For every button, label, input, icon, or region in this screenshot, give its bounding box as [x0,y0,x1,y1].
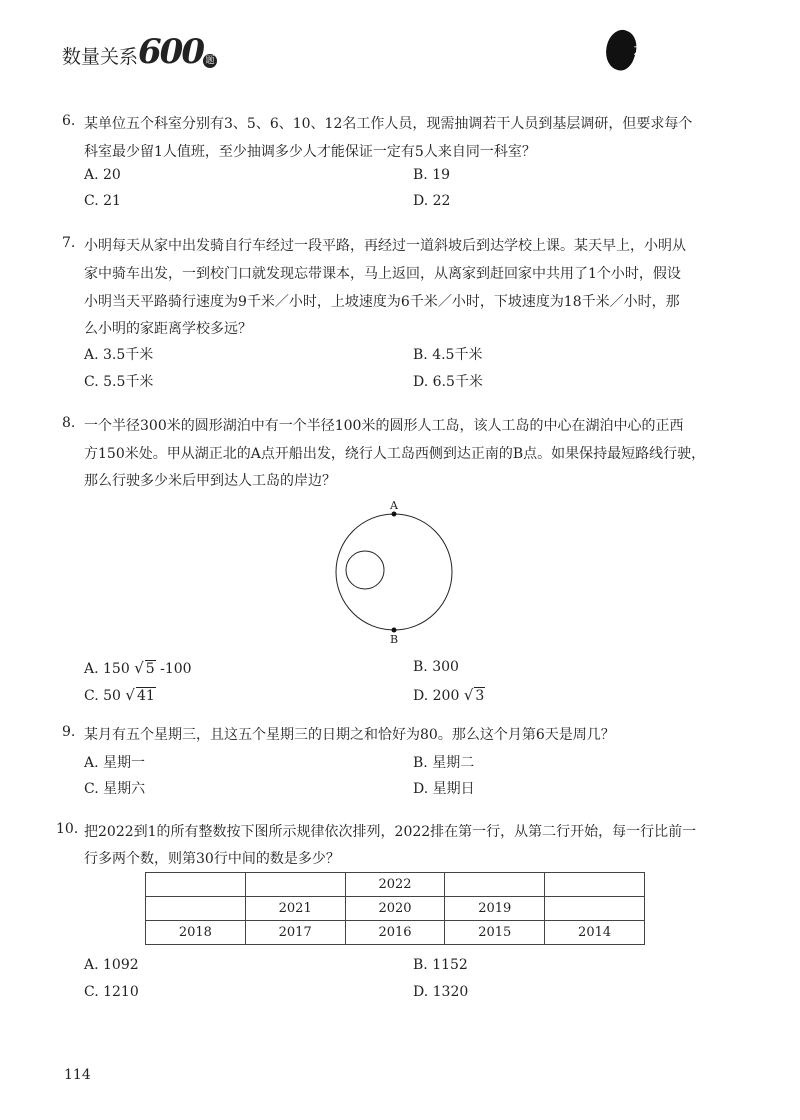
sqrt-icon: √ [463,686,474,704]
q10-option-b: B. 1152 [413,957,468,973]
q7-line: 家中骑车出发，一到校门口就发现忘带课本，马上返回，从离家到赶回家中共用了1个小时，假设 [84,266,681,282]
q7-option-d: D. 6.5千米 [413,374,483,390]
table-cell: 2016 [345,921,445,945]
q8-line: 那么行驶多少米后甲到达人工岛的岸边？ [84,473,336,489]
table-cell: 2020 [345,897,445,921]
q7-option-b: B. 4.5千米 [413,347,483,363]
table-cell [146,873,246,897]
q8-line: 一个半径300米的圆形湖泊中有一个半径100米的圆形人工岛，该人工岛的中心在湖泊中心的正西 [84,418,684,434]
label-a: A [390,499,398,512]
table-cell [445,873,545,897]
table-cell: 2015 [445,921,545,945]
q10-line: 行多两个数，则第30行中间的数是多少？ [84,851,340,867]
table-row [146,921,645,945]
q8-number: 8. [62,415,76,431]
q6-line: 某单位五个科室分别有3、5、6、10、12名工作人员，现需抽调若干人员到基层调研，但要求每个 [84,116,693,132]
q7-number: 7. [62,235,76,251]
table-row [146,897,645,921]
q7-line: 小明每天从家中出发骑自行车经过一段平路，再经过一道斜坡后到达学校上课。某天早上，小明从 [84,238,686,254]
radicand: 5 [145,661,155,677]
table-cell: 2019 [445,897,545,921]
option-text: B. 300 [413,659,459,675]
book-title-text: 数量关系 [62,46,139,68]
table-cell [245,873,345,897]
table-cell [146,897,246,921]
table-row [146,873,645,897]
q8-line: 方150米处。甲从湖正北的A点开船出发，绕行人工岛西侧到达正南的B点。如果保持最短路线行驶， [84,446,706,462]
lake-island-diagram [320,490,470,650]
book-suffix: 题 [203,54,217,68]
q9-option-c: C. 星期六 [84,781,146,797]
q6-number: 6. [62,113,76,129]
q6-option-c: C. 21 [84,193,121,209]
table-cell: 2018 [146,921,246,945]
table-cell [545,897,645,921]
q7-line: 么小明的家距离学校多远？ [84,321,252,337]
sqrt-icon: √ [125,686,135,704]
q10-option-a: A. 1092 [84,957,139,973]
island-circle [346,551,384,589]
q7-line: 小明当天平路骑行速度为9千米／小时，上坡速度为6千米／小时，下坡速度为18千米／小时，那 [84,294,680,310]
label-b: B [389,633,399,646]
brand-name: 花生十三 [634,45,706,61]
point-a [392,512,397,517]
point-b [392,628,397,633]
q9-line: 某月有五个星期三，且这五个星期三的日期之和恰好为80。那么这个月第6天是周几？ [84,727,615,743]
q8-option-b [413,659,459,675]
number-arrangement-table [145,872,645,945]
q10-option-c: C. 1210 [84,984,139,1000]
q7-option-c: C. 5.5千米 [84,374,154,390]
q8-option-d [413,686,485,704]
option-text: C. 50 [84,688,121,704]
q8-option-a [84,659,192,677]
option-text: A. 150 [84,661,130,677]
table-cell: 2021 [245,897,345,921]
q6-option-a: A. 20 [84,167,121,183]
q8-option-c [84,686,156,704]
book-number: 600 [138,32,203,72]
q6-option-d: D. 22 [413,193,451,209]
lake-circle [336,514,452,630]
radicand: 41 [136,688,155,704]
sqrt-icon: √ [134,659,144,677]
page-number: 114 [64,1067,91,1083]
q10-line: 把2022到1的所有整数按下图所示规律依次排列，2022排在第一行，从第二行开始，每一行比前一 [84,824,697,840]
radicand: 3 [475,688,485,704]
table-cell: 2022 [345,873,445,897]
table-cell: 2017 [245,921,345,945]
q9-option-b: B. 星期二 [413,755,475,771]
q9-option-d: D. 星期日 [413,781,475,797]
q10-option-d: D. 1320 [413,984,469,1000]
table-cell: 2014 [545,921,645,945]
q9-number: 9. [62,724,76,740]
brand-logo [606,30,726,72]
q9-option-a: A. 星期一 [84,755,146,771]
option-suffix: -100 [155,661,192,677]
option-text: D. 200 [413,688,460,704]
book-title [62,32,217,72]
table-cell [545,873,645,897]
q10-number: 10. [56,821,79,837]
q6-line: 科室最少留1人值班，至少抽调多少人才能保证一定有5人来自同一科室？ [84,144,536,160]
q6-option-b: B. 19 [413,167,451,183]
q7-option-a: A. 3.5千米 [84,347,154,363]
